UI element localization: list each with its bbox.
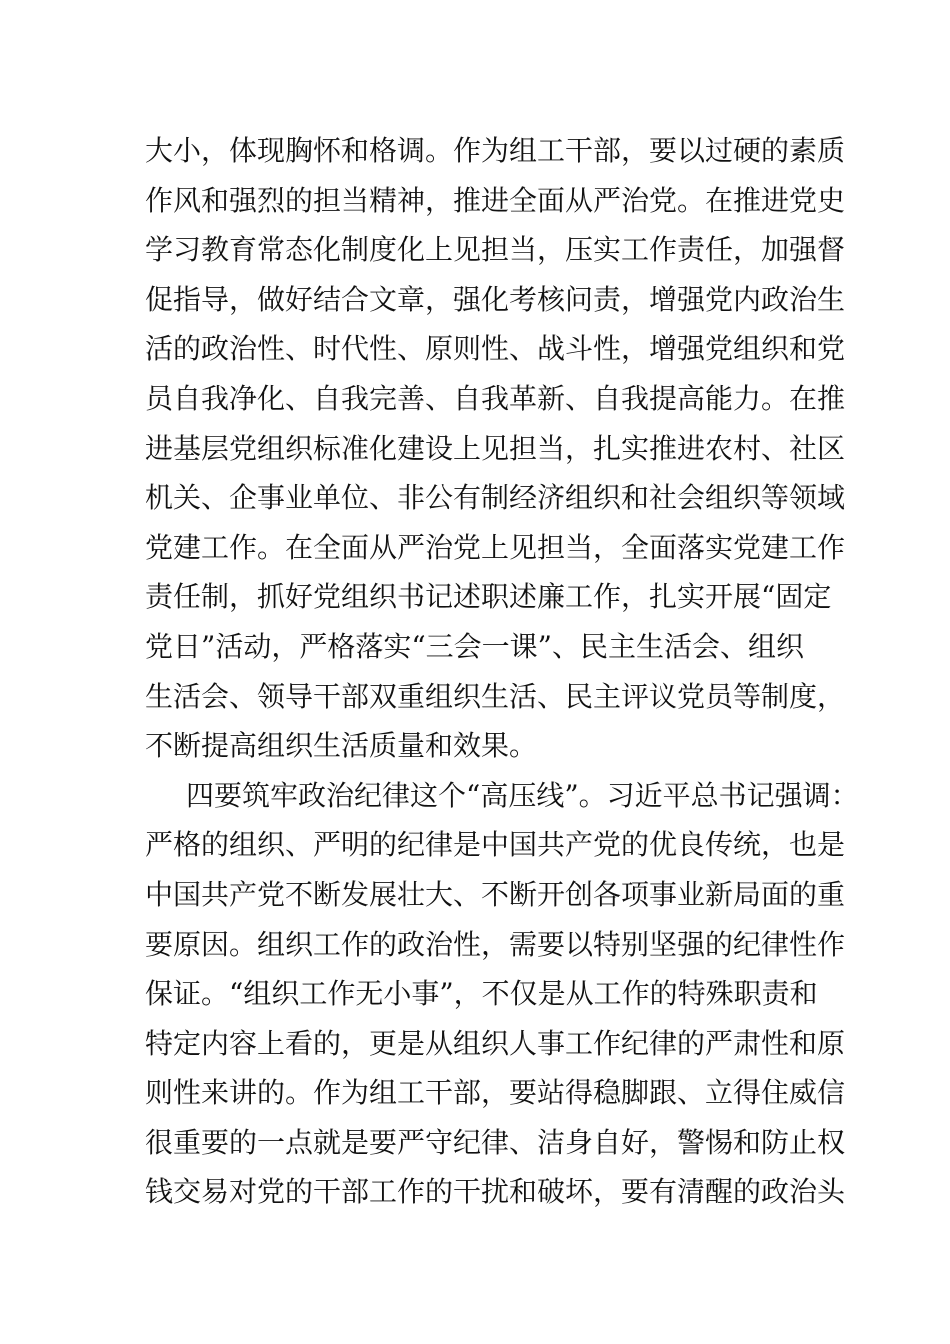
text-line: 不断提高组织生活质量和效果。 [145,729,538,763]
text-line: 员自我净化、自我完善、自我革新、自我提高能力。在推 [145,381,846,415]
text-line: 则性来讲的。作为组工干部，要站得稳脚跟、立得住威信 [145,1076,846,1110]
text-line: 学习教育常态化制度化上见担当，压实工作责任，加强督 [145,233,846,267]
text-line: 特定内容上看的，更是从组织人事工作纪律的严肃性和原 [145,1026,846,1060]
text-line: 党日”活动，严格落实“三会一课”、民主生活会、组织 [145,629,804,663]
text-line: 作风和强烈的担当精神，推进全面从严治党。在推进党史 [145,183,846,217]
text-line: 促指导，做好结合文章，强化考核问责，增强党内政治生 [145,282,846,316]
text-line: 要原因。组织工作的政治性，需要以特别坚强的纪律性作 [145,927,846,961]
text-line: 严格的组织、严明的纪律是中国共产党的优良传统，也是 [145,828,846,862]
text-line: 生活会、领导干部双重组织生活、民主评议党员等制度， [145,679,846,713]
paragraph-heading-line: 四要筑牢政治纪律这个“高压线”。习近平总书记强调： [186,778,859,812]
text-line: 很重要的一点就是要严守纪律、洁身自好，警惕和防止权 [145,1125,846,1159]
text-line: 活的政治性、时代性、原则性、战斗性，增强党组织和党 [145,332,846,366]
text-line: 钱交易对党的干部工作的干扰和破坏，要有清醒的政治头 [145,1175,846,1209]
text-line: 机关、企事业单位、非公有制经济组织和社会组织等领域 [145,481,846,515]
text-line: 大小，体现胸怀和格调。作为组工干部，要以过硬的素质 [145,134,846,167]
text-line: 责任制，抓好党组织书记述职述廉工作，扎实开展“固定 [145,580,832,614]
text-line: 中国共产党不断发展壮大、不断开创各项事业新局面的重 [145,877,846,911]
text-line: 党建工作。在全面从严治党上见担当，全面落实党建工作 [145,530,846,564]
text-line: 进基层党组织标准化建设上见担当，扎实推进农村、社区 [145,431,846,465]
body-text [145,126,859,1217]
text-line: 保证。“组织工作无小事”，不仅是从工作的特殊职责和 [145,977,818,1011]
